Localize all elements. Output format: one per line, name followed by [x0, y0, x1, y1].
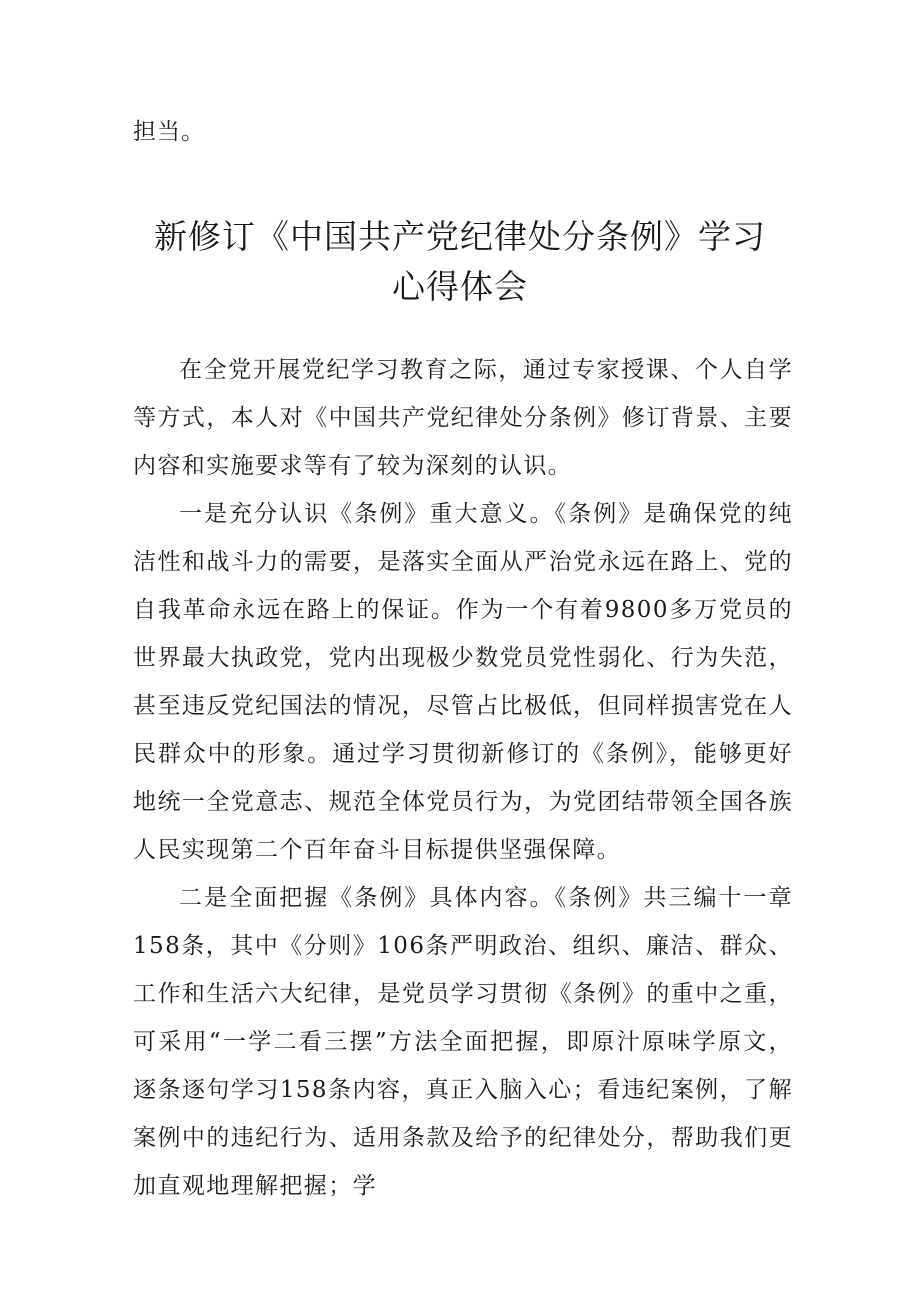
paragraph-content: 二是全面把握《条例》具体内容。《条例》共三编十一章158条，其中《分则》106条严明政治、组织、廉洁、群众、工作和生活六大纪律，是党员学习贯彻《条例》的重中之重，可采用“一学二看三摆”方法全面把握，即原汁原味学原文，逐条逐句学习158条内容，真正入脑入心；看违纪案例，了解案例中的违纪行为、适用条款及给予的纪律处分，帮助我们更加直观地理解把握；学	[133, 885, 793, 1199]
paragraph-significance: 一是充分认识《条例》重大意义。《条例》是确保党的纯洁性和战斗力的需要，是落实全面从严治党永远在路上、党的自我革命永远在路上的保证。作为一个有着9800多万党员的世界最大执政党，党内出现极少数党员党性弱化、行为失范，甚至违反党纪国法的情况，尽管占比极低，但同样损害党在人民群众中的形象。通过学习贯彻新修订的《条例》，能够更好地统一全党意志、规范全体党员行为，为党团结带领全国各族人民实现第二个百年奋斗目标提供坚强保障。	[133, 501, 793, 863]
previous-paragraph-ending: 担当。	[133, 119, 205, 145]
document-title	[100, 212, 820, 312]
paragraph-intro: 在全党开展党纪学习教育之际，通过专家授课、个人自学等方式，本人对《中国共产党纪律处分条例》修订背景、主要内容和实施要求等有了较为深刻的认识。	[133, 357, 793, 479]
title-line-1: 新修订《中国共产党纪律处分条例》学习	[154, 217, 766, 256]
document-body	[133, 346, 793, 1210]
title-line-2: 心得体会	[392, 267, 528, 306]
